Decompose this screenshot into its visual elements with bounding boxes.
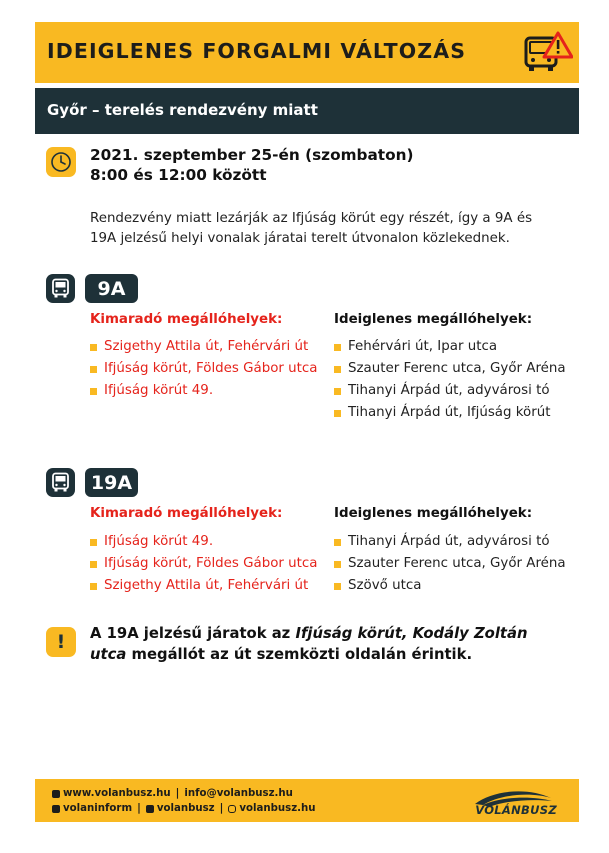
note-emphasis: Ifjúság körút, Kodály Zoltán utca — [90, 625, 528, 663]
facebook-icon — [52, 805, 60, 813]
intro-line-2: 19A jelzésű helyi vonalak járatai terelt útvonalon közlekednek. — [90, 231, 510, 246]
footer-contact-line: www.volanbusz.hu | info@volanbusz.hu — [52, 788, 293, 799]
route-badge-19a — [46, 468, 138, 497]
temporary-heading-19a: Ideiglenes megállóhelyek: — [334, 506, 533, 521]
bullet — [90, 366, 97, 373]
subtitle-bar — [35, 88, 579, 134]
list-item: Tihanyi Árpád út, adyvárosi tó — [334, 383, 550, 398]
route-badge-9a — [46, 274, 138, 303]
omitted-heading-19a: Kimaradó megállóhelyek: — [90, 506, 283, 521]
bullet — [334, 388, 341, 395]
clock-icon — [49, 150, 73, 174]
footer-social-line: volaninform | volanbusz | volanbusz.hu — [52, 803, 316, 814]
list-item: Szauter Ferenc utca, Győr Aréna — [334, 556, 566, 571]
subtitle: Győr – terelés rendezvény miatt — [47, 101, 318, 119]
bullet — [334, 366, 341, 373]
bus-icon — [50, 278, 71, 299]
footer-social-volaninform[interactable]: volaninform — [52, 803, 132, 814]
schedule-date: 2021. szeptember 25-én (szombaton) — [90, 146, 414, 164]
bullet — [90, 539, 97, 546]
bus-icon-box — [46, 274, 75, 303]
route-number: 9A — [85, 274, 138, 303]
temporary-heading-9a: Ideiglenes megállóhelyek: — [334, 312, 533, 327]
route-number: 19A — [85, 468, 138, 497]
exclamation-badge — [46, 627, 76, 657]
omitted-heading-9a: Kimaradó megállóhelyek: — [90, 312, 283, 327]
bullet — [334, 583, 341, 590]
bullet — [334, 561, 341, 568]
footer-bar — [35, 779, 579, 822]
bullet — [90, 561, 97, 568]
volanbusz-logo: VOLÁNBUSZ — [475, 803, 557, 817]
footer-social-instagram[interactable]: volanbusz.hu — [228, 803, 315, 814]
list-item: Fehérvári út, Ipar utca — [334, 339, 497, 354]
list-item: Ifjúság körút 49. — [90, 534, 213, 549]
footer-social-volanbusz[interactable]: volanbusz — [146, 803, 215, 814]
bullet — [334, 344, 341, 351]
facebook-icon — [146, 805, 154, 813]
instagram-icon — [228, 805, 236, 813]
list-item: Szauter Ferenc utca, Győr Aréna — [334, 361, 566, 376]
list-item: Ifjúság körút, Földes Gábor utca — [90, 361, 318, 376]
bus-warning-icon — [523, 30, 573, 74]
list-item: Ifjúság körút, Földes Gábor utca — [90, 556, 318, 571]
schedule-text — [90, 145, 414, 185]
bullet — [90, 583, 97, 590]
note-text: A 19A jelzésű járatok az Ifjúság körút, Kodály Zoltán utca megállót az út szemközti oldalán érintik. — [90, 625, 528, 663]
bullet — [90, 388, 97, 395]
intro-paragraph — [90, 209, 550, 249]
footer-website-link[interactable]: www.volanbusz.hu — [52, 788, 171, 799]
bus-icon-box — [46, 468, 75, 497]
list-item: Szigethy Attila út, Fehérvári út — [90, 339, 308, 354]
list-item: Tihanyi Árpád út, adyvárosi tó — [334, 534, 550, 549]
clock-badge — [46, 147, 76, 177]
info-icon — [52, 790, 60, 798]
bus-icon — [50, 472, 71, 493]
bullet — [90, 344, 97, 351]
header-bar — [35, 22, 579, 83]
schedule-time: 8:00 és 12:00 között — [90, 166, 267, 184]
bullet — [334, 539, 341, 546]
page-title: IDEIGLENES FORGALMI VÁLTOZÁS — [47, 39, 467, 63]
list-item: Szövő utca — [334, 578, 421, 593]
footer-email-link[interactable]: info@volanbusz.hu — [184, 788, 293, 799]
list-item: Szigethy Attila út, Fehérvári út — [90, 578, 308, 593]
intro-line-1: Rendezvény miatt lezárják az Ifjúság körút egy részét, így a 9A és — [90, 211, 533, 226]
bullet — [334, 410, 341, 417]
exclamation-icon: ! — [56, 631, 66, 653]
list-item: Tihanyi Árpád út, Ifjúság körút — [334, 405, 550, 420]
list-item: Ifjúság körút 49. — [90, 383, 213, 398]
